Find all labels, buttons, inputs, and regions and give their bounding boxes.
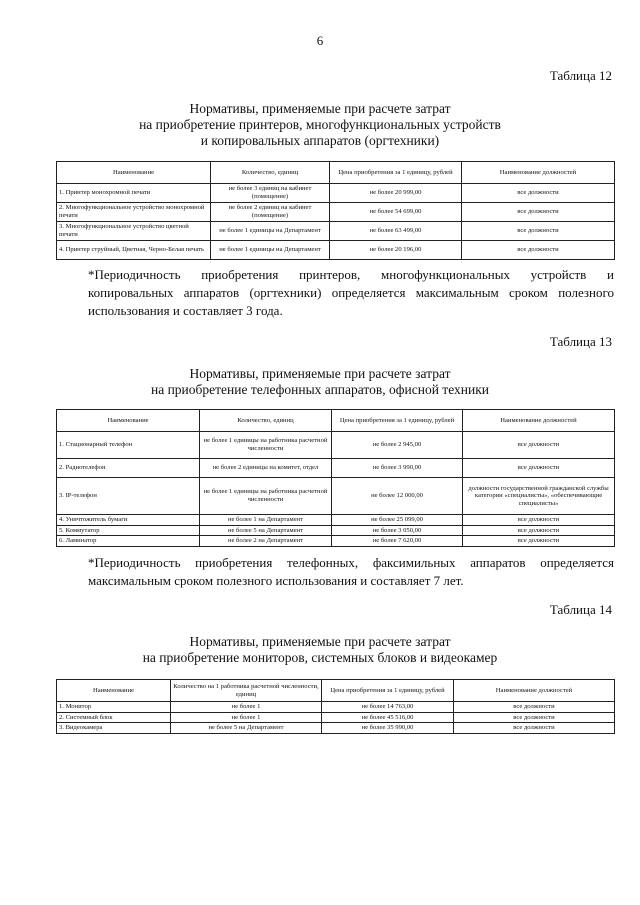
table-12-heading-line: и копировальных аппаратов (оргтехники) [200, 133, 440, 148]
table-cell: не более 63 499,00 [330, 222, 462, 241]
note-text: *Периодичность приобретения телефонных, факсимильных аппаратов определяется максимальным сроком полезного использования и составляет 7 лет. [88, 555, 614, 588]
column-header: Цена приобретения за 1 единицу, рублей [330, 162, 462, 184]
table-cell: все должности [454, 712, 615, 723]
table-cell: не более 3 990,00 [332, 459, 463, 478]
table-12-heading [0, 101, 640, 149]
table-cell: не более 2 на Департамент [200, 536, 332, 547]
table-row [57, 478, 615, 515]
table-cell: не более 1 единицы на Департамент [211, 241, 330, 260]
table-cell: не более 14 763,00 [322, 702, 454, 713]
table-cell: не более 2 единицы на комитет, отдел [200, 459, 332, 478]
column-header: Количество, единиц [200, 410, 332, 432]
table-row [57, 515, 615, 526]
table-header-row [57, 162, 615, 184]
table-12-heading-line: Нормативы, применяемые при расчете затрат [189, 101, 451, 116]
table-cell: не более 20 196,00 [330, 241, 462, 260]
table-row [57, 723, 615, 734]
table-cell: все должности [462, 222, 615, 241]
table-header-row [57, 680, 615, 702]
table-cell: все должности [463, 459, 615, 478]
table-cell: все должности [462, 184, 615, 203]
table-cell: не более 20 999,00 [330, 184, 462, 203]
table-cell: все должности [462, 203, 615, 222]
table-cell: все должности [463, 525, 615, 536]
table-row [57, 184, 615, 203]
table-cell: все должности [463, 515, 615, 526]
table-cell: не более 54 699,00 [330, 203, 462, 222]
table-cell: все должности [454, 723, 615, 734]
table-row [57, 241, 615, 260]
table-cell: не более 1 [171, 702, 322, 713]
table-cell: не более 25 099,00 [332, 515, 463, 526]
table-cell: 1. Стационарный телефон [57, 432, 200, 459]
column-header: Наименование [57, 680, 171, 702]
table-cell: не более 1 единицы на Департамент [211, 222, 330, 241]
table-cell: не более 35 990,00 [322, 723, 454, 734]
table-cell: не более 3 050,00 [332, 525, 463, 536]
table-cell: не более 1 единицы на работника расчетной численности [200, 432, 332, 459]
table-cell: 4. Уничтожитель бумаги [57, 515, 200, 526]
table-row [57, 525, 615, 536]
table-cell: 1. Принтер монохромной печати [57, 184, 211, 203]
table-cell: не более 45 516,00 [322, 712, 454, 723]
table-13-heading-line: на приобретение телефонных аппаратов, офисной техники [150, 382, 489, 397]
table-cell: не более 1 на Департамент [200, 515, 332, 526]
table-cell: 5. Коммутатор [57, 525, 200, 536]
column-header: Количество, единиц [211, 162, 330, 184]
table-row [57, 459, 615, 478]
table-cell: 6. Ламинатор [57, 536, 200, 547]
table-12-note [88, 266, 614, 320]
table-row [57, 712, 615, 723]
table-row [57, 702, 615, 713]
table-cell: 1. Монитор [57, 702, 171, 713]
note-text: *Периодичность приобретения принтеров, многофункциональных устройств и копировальных аппаратов (оргтехники) определяется максимальным сроком полезного использования и составляет 3 года. [88, 267, 614, 318]
table-cell: не более 3 единиц на кабинет (помещение) [211, 184, 330, 203]
table-cell: не более 2 единиц на кабинет (помещение) [211, 203, 330, 222]
table-12-heading-line: на приобретение принтеров, многофункциональных устройств [139, 117, 501, 132]
table-13-label: Таблица 13 [549, 334, 612, 349]
table-header-row [57, 410, 615, 432]
table-cell: не более 5 на Департамент [200, 525, 332, 536]
table-cell: все должности [454, 702, 615, 713]
column-header: Количество на 1 работника расчетной численности, единиц [171, 680, 322, 702]
table-cell: не более 5 на Департамент [171, 723, 322, 734]
column-header: Цена приобретения за 1 единицу, рублей [332, 410, 463, 432]
table-cell: не более 12 000,00 [332, 478, 463, 515]
table-row [57, 536, 615, 547]
table-cell: 4. Принтер струйный, Цветная, Черно-Белая печать [57, 241, 211, 260]
table-12-label: Таблица 12 [549, 68, 612, 83]
table-cell: 3. Видеокамера [57, 723, 171, 734]
table-cell: 2. Радиотелефон [57, 459, 200, 478]
table-14-label: Таблица 14 [549, 602, 612, 617]
table-13-heading-line: Нормативы, применяемые при расчете затрат [189, 366, 451, 381]
table-cell: 3. Многофункциональное устройство цветной печати [57, 222, 211, 241]
table-cell: не более 1 [171, 712, 322, 723]
table-cell: 2. Многофункциональное устройство монохромной печати [57, 203, 211, 222]
table-row [57, 432, 615, 459]
table-cell: все должности [462, 241, 615, 260]
column-header: Наименование должностей [462, 162, 615, 184]
column-header: Наименование [57, 410, 200, 432]
table-row [57, 222, 615, 241]
page-number: 6 [316, 33, 324, 48]
table-cell: не более 7 620,00 [332, 536, 463, 547]
column-header: Цена приобретения за 1 единицу, рублей [322, 680, 454, 702]
table-14-heading [0, 634, 640, 666]
table-14-heading-line: на приобретение мониторов, системных блоков и видеокамер [142, 650, 498, 665]
table-13-heading [0, 366, 640, 398]
table-cell: 2. Системный блок [57, 712, 171, 723]
table-cell: не более 1 единицы на работника расчетной численности [200, 478, 332, 515]
table-cell: не более 2 945,00 [332, 432, 463, 459]
table-14-heading-line: Нормативы, применяемые при расчете затрат [189, 634, 451, 649]
table-cell: 3. IP-телефон [57, 478, 200, 515]
column-header: Наименование должностей [454, 680, 615, 702]
column-header: Наименование должностей [463, 410, 615, 432]
table-13 [56, 409, 615, 547]
table-13-note [88, 554, 614, 590]
column-header: Наименование [57, 162, 211, 184]
table-cell: все должности [463, 536, 615, 547]
table-12 [56, 161, 615, 260]
table-row [57, 203, 615, 222]
table-cell: должности государственной гражданской службы категории «специалисты», «обеспечивающие специалисты» [463, 478, 615, 515]
table-14 [56, 679, 615, 734]
table-cell: все должности [463, 432, 615, 459]
